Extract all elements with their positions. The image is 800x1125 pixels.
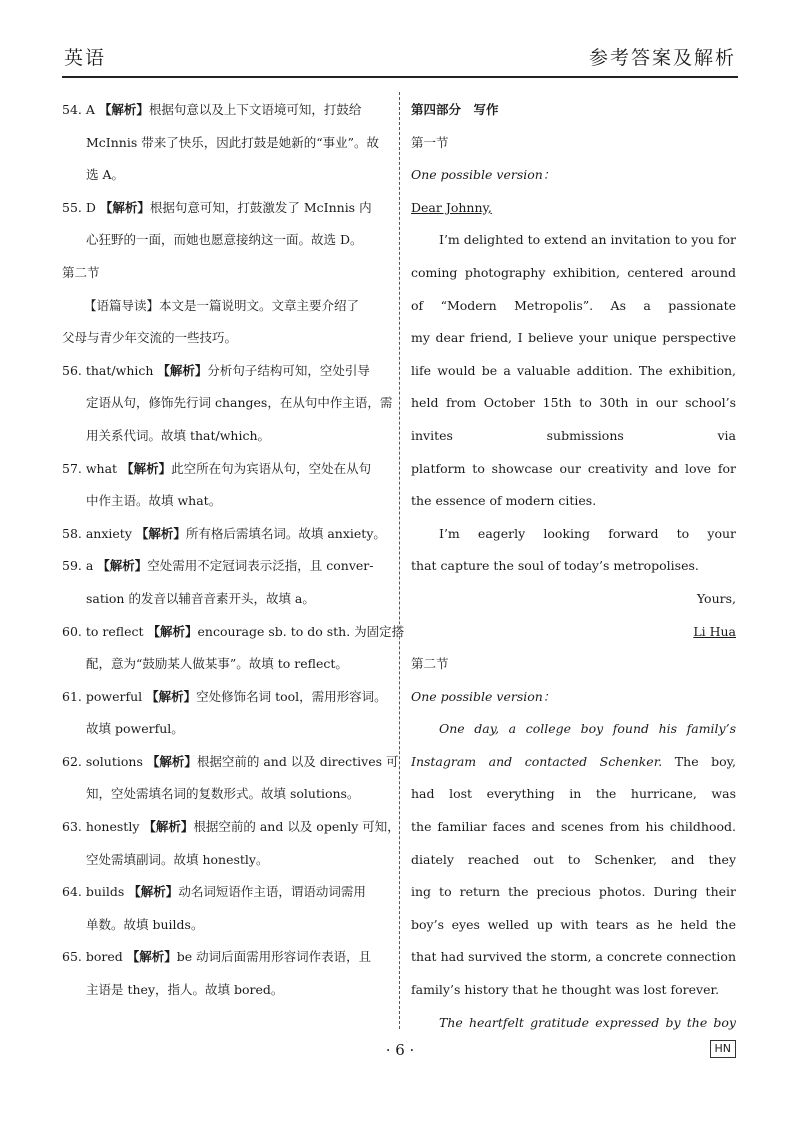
left-text-line: 定语从句，修饰先行词 changes，在从句中作主语，需 (86, 395, 393, 411)
left-text-line: 60. to reflect 【解析】encourage sb. to do sth. 为固定搭 (62, 623, 405, 639)
subject-label: 英语 (64, 47, 107, 69)
analysis-tag: 【解析】 (97, 558, 148, 574)
analysis-tag: 【解析】 (98, 102, 149, 117)
right-text-line: life would be a valuable addition. The exhibition, (411, 362, 736, 378)
right-column (411, 94, 736, 1030)
analysis-tag: 【解析】 (143, 819, 194, 835)
left-text-line: 61. powerful 【解析】空处修饰名词 tool，需用形容词。 (62, 688, 387, 704)
right-text-line: ing to return the precious photos. During their (411, 884, 736, 900)
left-text-line: 57. what 【解析】此空所在句为宾语从句，空处在从句 (62, 460, 372, 476)
right-text-line: 第一节 (411, 134, 449, 150)
right-text-line: the familiar faces and scenes from his childhood. (411, 819, 736, 835)
right-text-line: One possible version： (411, 167, 556, 183)
right-text-line (411, 746, 736, 779)
right-text-line: the essence of modern cities. (411, 493, 597, 509)
analysis-tag: 【解析】 (146, 753, 197, 769)
page-number: · 6 · (385, 1041, 415, 1059)
left-text-line: 空处需填副词。故填 honestly。 (86, 851, 269, 867)
left-text-line: McInnis 带来了快乐，因此打鼓是她新的“事业”。故 (86, 134, 380, 150)
right-text-line: Yours, (696, 590, 736, 606)
analysis-tag: 【解析】 (135, 525, 186, 541)
right-text-line: boy’s eyes welled up with tears as he held the (411, 916, 736, 932)
region-code: HN (710, 1040, 737, 1058)
italic-text: Instagram and contacted Schenker. (411, 753, 663, 769)
left-text-line: 配，意为“鼓励某人做某事”。故填 to reflect。 (86, 656, 348, 672)
left-text-line: 第二节 (62, 264, 100, 280)
right-text-line: platform to showcase our creativity and love for (411, 460, 736, 476)
italic-text: One day, a college boy found his family’s (439, 721, 736, 737)
left-text-line: 单数。故填 builds。 (86, 916, 204, 932)
left-text-line: 故填 powerful。 (86, 721, 184, 737)
left-text-line: 用关系代词。故填 that/which。 (86, 427, 271, 443)
analysis-tag: 【解析】 (128, 884, 179, 900)
right-text-line: family’s history that he thought was lost forever. (411, 982, 720, 998)
left-text-line: 父母与青少年交流的一些技巧。 (62, 330, 238, 346)
right-text-line: Dear Johnny, (411, 199, 492, 215)
right-text-line: diately reached out to Schenker, and they (411, 851, 736, 867)
right-text-line: 第二节 (411, 656, 449, 672)
right-text-line: held from October 15th to 30th in our school’s (411, 395, 736, 411)
left-text-line: 64. builds 【解析】动名词短语作主语，谓语动词需用 (62, 884, 366, 900)
left-text-line: 62. solutions 【解析】根据空前的 and 以及 directives 可 (62, 753, 399, 769)
left-text-line: 58. anxiety 【解析】所有格后需填名词。故填 anxiety。 (62, 525, 386, 541)
right-text-line (411, 616, 736, 649)
left-text-line: 心狂野的一面，而她也愿意接纳这一面。故选 D。 (86, 232, 363, 248)
left-text-line: 56. that/which 【解析】分析句子结构可知，空处引导 (62, 362, 370, 378)
analysis-tag: 【解析】 (147, 623, 198, 639)
right-text-line: 第四部分 写作 (411, 102, 499, 117)
left-column (62, 94, 405, 1027)
right-text-line (411, 713, 736, 746)
right-text-line: that capture the soul of today’s metropolises. (411, 558, 699, 574)
right-text-line: of “Modern Metropolis”. As a passionate (411, 297, 736, 313)
left-text-line: sation 的发音以辅音音素开头，故填 a。 (86, 590, 315, 606)
left-text-line: 54. A 【解析】根据句意以及上下文语境可知，打鼓给 (62, 102, 362, 117)
left-text-line: 65. bored 【解析】be 动词后面需用形容词作表语，且 (62, 949, 372, 965)
analysis-tag: 【解析】 (99, 199, 150, 215)
right-text-line: The heartfelt gratitude expressed by the boy (439, 1014, 736, 1030)
left-text-line: 63. honestly 【解析】根据空前的 and 以及 openly 可知， (62, 819, 400, 835)
right-text-line: I’m eagerly looking forward to your (439, 525, 736, 541)
text: The boy, (674, 753, 736, 769)
right-text-line: I’m delighted to extend an invitation to you for (439, 232, 736, 248)
section-label: 参考答案及解析 (588, 47, 736, 69)
analysis-tag: 【解析】 (157, 362, 208, 378)
left-text-line: 知，空处需填名词的复数形式。故填 solutions。 (86, 786, 360, 802)
right-text-line: coming photography exhibition, centered around (411, 264, 736, 280)
analysis-tag: 【解析】 (126, 949, 177, 965)
left-text-line: 【语篇导读】本文是一篇说明文。文章主要介绍了 (84, 297, 360, 313)
left-text-line: 55. D 【解析】根据句意可知，打鼓激发了 McInnis 内 (62, 199, 372, 215)
right-text-line: that had survived the storm, a concrete connection (411, 949, 736, 965)
analysis-tag: 【解析】 (146, 688, 197, 704)
page-header (62, 40, 738, 78)
left-text-line: 主语是 they，指人。故填 bored。 (86, 982, 284, 998)
analysis-tag: 【解析】 (121, 460, 172, 476)
signature-name: Li Hua (693, 623, 736, 639)
column-divider (399, 92, 400, 1029)
right-text-line: invites submissions via (411, 427, 736, 443)
left-text-line: 选 A。 (86, 167, 125, 183)
right-text-line: had lost everything in the hurricane, was (411, 786, 736, 802)
right-text-line: my dear friend, I believe your unique perspective (411, 330, 736, 346)
right-text-line: One possible version： (411, 688, 556, 704)
left-text-line: 59. a 【解析】空处需用不定冠词表示泛指，且 conver- (62, 558, 374, 574)
left-text-line: 中作主语。故填 what。 (86, 493, 222, 509)
